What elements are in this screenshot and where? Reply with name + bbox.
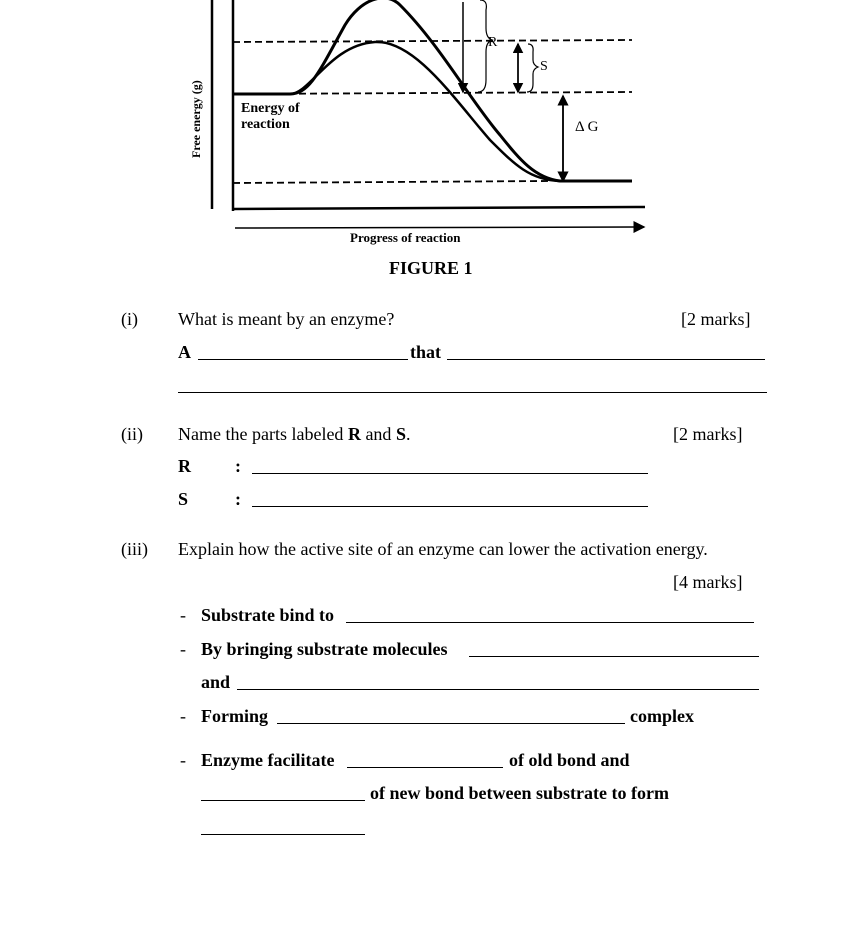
q2-text-r: R [347, 424, 361, 444]
energy-label-line1: Energy of [241, 101, 300, 116]
q3-bullet-3-complex: complex [630, 706, 694, 726]
dashed-line-product [233, 181, 548, 183]
energy-label-line2: reaction [241, 117, 290, 132]
q2-text [178, 424, 410, 445]
q2-text-s: S [395, 424, 406, 444]
q2-marks: [2 marks] [673, 424, 743, 444]
q3-dash-1: - [180, 605, 186, 625]
plot-bottom-edge [233, 207, 645, 209]
q1-blank-2[interactable] [447, 359, 765, 360]
q1-answer-a: A [178, 342, 191, 362]
q3-bullet-3: Forming [201, 706, 268, 726]
q2-row-s-label: S [178, 489, 189, 509]
q3-dash-2: - [180, 639, 186, 659]
x-axis-arrow [235, 227, 644, 228]
q2-row-r-colon: : [235, 456, 241, 476]
q3-blank-6[interactable] [201, 800, 365, 801]
q1-marks: [2 marks] [681, 309, 751, 329]
q1-answer-that: that [410, 342, 441, 362]
q3-blank-3[interactable] [237, 689, 759, 690]
q3-bullet-4-mid: of old bond and [509, 750, 630, 770]
y-axis-label: Free energy (g) [189, 80, 203, 158]
q3-dash-3: - [180, 706, 186, 726]
q3-text: Explain how the active site of an enzyme can lower the activation energy. [178, 539, 708, 559]
q2-blank-r[interactable] [252, 473, 648, 474]
q1-blank-3[interactable] [178, 392, 767, 393]
q3-blank-7[interactable] [201, 834, 365, 835]
q2-blank-s[interactable] [252, 506, 648, 507]
q2-text-pre: Name the parts labeled [178, 424, 348, 444]
q3-bullet-1: Substrate bind to [201, 605, 335, 625]
q2-number: (ii) [121, 424, 143, 444]
label-s: S [540, 59, 548, 74]
q2-row-s-colon: : [235, 489, 241, 509]
q3-number: (iii) [121, 539, 148, 559]
q1-blank-1[interactable] [198, 359, 408, 360]
q2-text-and: and [360, 424, 396, 444]
uncatalysed-curve [233, 0, 632, 181]
q3-blank-5[interactable] [347, 767, 503, 768]
energy-diagram [0, 0, 863, 260]
q3-bullet-4: Enzyme facilitate [201, 750, 335, 770]
q3-bullet-2-and: and [201, 672, 231, 692]
q3-blank-1[interactable] [346, 622, 754, 623]
q3-blank-2[interactable] [469, 656, 759, 657]
x-axis-label: Progress of reaction [350, 230, 461, 245]
q3-bullet-2: By bringing substrate molecules [201, 639, 448, 659]
s-brace [527, 44, 538, 92]
q3-dash-4: - [180, 750, 186, 770]
q3-bullet-4-line2: of new bond between substrate to form [370, 783, 669, 803]
q2-text-end: . [405, 424, 411, 444]
label-delta-g: Δ G [575, 119, 599, 135]
q3-blank-4[interactable] [277, 723, 625, 724]
q1-number: (i) [121, 309, 138, 329]
label-r: R [488, 35, 498, 50]
q2-row-r-label: R [178, 456, 191, 476]
q3-marks: [4 marks] [673, 572, 743, 592]
q1-text: What is meant by an enzyme? [178, 309, 395, 329]
figure-caption: FIGURE 1 [389, 258, 473, 278]
